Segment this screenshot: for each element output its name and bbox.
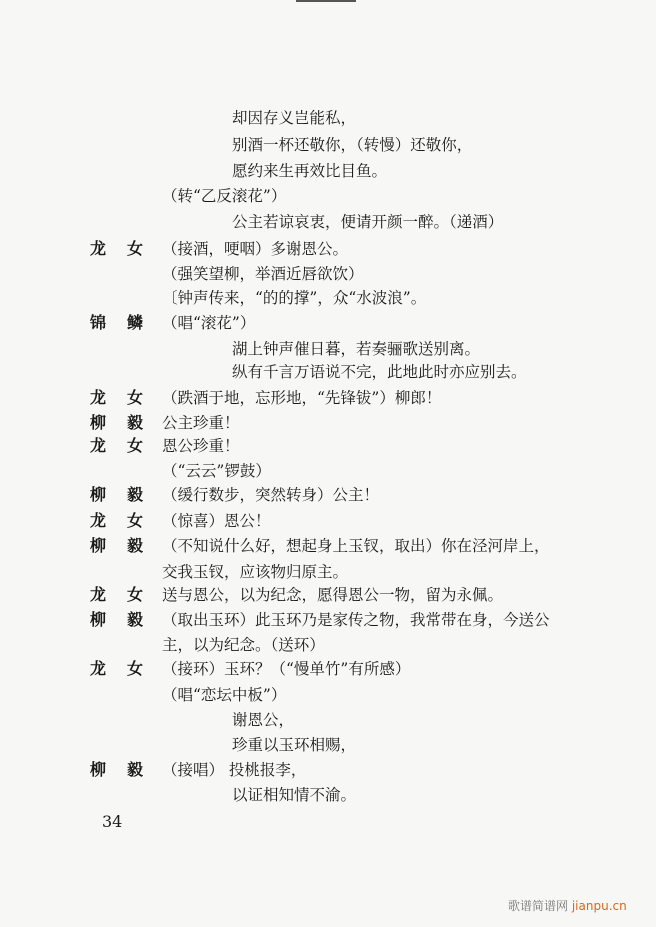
line-text: 公主若谅哀衷，便请开颜一醉。（递酒）: [232, 213, 504, 231]
line-text: （取出玉环）此玉环乃是家传之物，我常带在身，今送公: [162, 611, 550, 629]
line-text: （不知说什么好，想起身上玉钗，取出）你在泾河岸上，: [162, 537, 550, 555]
line-text: 谢恩公，: [232, 711, 295, 729]
line-text: （接唱） 投桃报李，: [162, 761, 307, 779]
line-text: （缓行数步，突然转身）公主！: [162, 486, 380, 504]
speaker-name: 柳毅: [90, 485, 165, 504]
line-text: （转“乙反滚花”）: [162, 187, 287, 205]
line-text: 珍重以玉环相赐，: [232, 736, 357, 754]
line-text: 交我玉钗，应该物归原主。: [162, 563, 349, 581]
line-text: 却因存义岂能私，: [232, 109, 357, 127]
speaker-name: 龙女: [90, 585, 165, 604]
line-text: 送与恩公，以为纪念，愿得恩公一物，留为永佩。: [162, 586, 504, 604]
line-text: 恩公珍重！: [162, 437, 240, 455]
speaker-name: 柳毅: [90, 413, 165, 432]
line-text: 愿约来生再效比目鱼。: [232, 162, 388, 180]
speaker-name: 柳毅: [90, 536, 165, 555]
line-text: （唱“恋坛中板”）: [162, 686, 287, 704]
watermark-site: 歌谱简谱网: [508, 899, 569, 913]
line-text: 纵有千言万语说不完，此地此时亦应别去。: [232, 363, 527, 381]
line-text: 别酒一杯还敬你，（转慢）还敬你，: [232, 136, 473, 154]
page-number: 34: [102, 812, 123, 831]
line-text: （跌酒于地，忘形地，“先锋钹”）柳郎！: [162, 389, 442, 407]
line-text: （惊喜）恩公！: [162, 512, 271, 530]
speaker-name: 柳毅: [90, 760, 165, 779]
line-text: （“云云”锣鼓）: [162, 462, 271, 480]
line-text: 湖上钟声催日暮，若奏骊歌送别离。: [232, 340, 481, 358]
line-text: （唱“滚花”）: [162, 314, 256, 332]
line-text: （接酒，哽咽）多谢恩公。: [162, 240, 349, 258]
line-text: 主，以为纪念。（送环）: [162, 636, 325, 654]
line-text: 〔钟声传来，“的的撑”，众“水波浪”。: [162, 289, 427, 307]
watermark-url: jianpu.cn: [571, 899, 627, 913]
speaker-name: 龙女: [90, 511, 165, 530]
speaker-name: 龙女: [90, 388, 165, 407]
line-text: （接环）玉环？（“慢单竹”有所感）: [162, 660, 411, 678]
watermark: [508, 897, 627, 914]
top-edge-mark: [296, 0, 356, 2]
speaker-name: 柳毅: [90, 610, 165, 629]
speaker-name: 龙女: [90, 436, 165, 455]
line-text: （强笑望柳，举酒近唇欲饮）: [162, 265, 364, 283]
speaker-name: 锦鳞: [90, 313, 165, 332]
line-text: 以证相知情不渝。: [232, 786, 357, 804]
speaker-name: 龙女: [90, 239, 165, 258]
line-text: 公主珍重！: [162, 414, 240, 432]
speaker-name: 龙女: [90, 659, 165, 678]
